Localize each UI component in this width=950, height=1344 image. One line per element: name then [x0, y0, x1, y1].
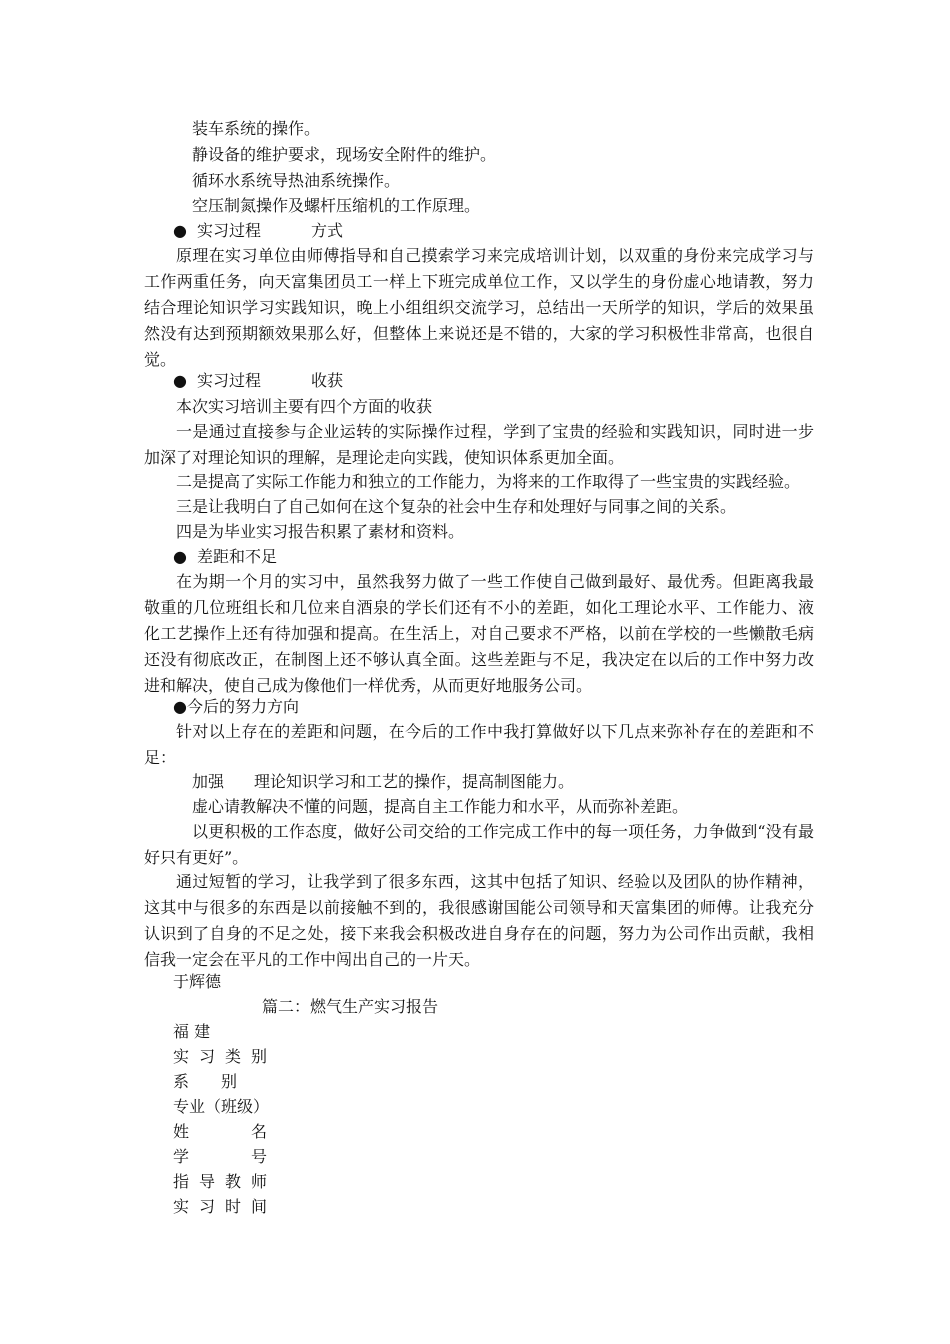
section-title: 篇二：燃气生产实习报告 — [262, 997, 439, 1016]
paragraph: 一是通过直接参与企业运转的实际操作过程，学到了宝贵的经验和实践知识，同时进一步加深了对理论知识的理解，是理论走向实践，使知识体系更加全面。 — [144, 422, 814, 467]
cover-field-label: 姓名 — [173, 1122, 267, 1141]
heading-label: 实习过程 — [196, 371, 261, 390]
section-heading-gains — [173, 369, 343, 393]
cover-field-label: 实习时间 — [173, 1197, 267, 1216]
paragraph: 针对以上存在的差距和问题，在今后的工作中我打算做好以下几点来弥补存在的差距和不足： — [144, 722, 814, 767]
cover-field — [173, 1170, 267, 1194]
cover-field-label: 实习类别 — [173, 1047, 267, 1066]
cover-field: 专业（班级） — [173, 1097, 270, 1116]
cover-field-label: 学号 — [173, 1147, 267, 1166]
heading-label: 实习过程 — [196, 221, 261, 240]
cover-field: 福 建 — [173, 1022, 211, 1041]
cover-field — [173, 1045, 267, 1069]
paragraph: 本次实习培训主要有四个方面的收获 — [176, 397, 433, 416]
section-heading-method — [173, 219, 343, 243]
list-item: 静设备的维护要求，现场安全附件的维护。 — [192, 145, 497, 164]
cover-field — [173, 1120, 267, 1144]
list-item: 虚心请教解决不懂的问题，提高自主工作能力和水平，从而弥补差距。 — [192, 797, 689, 816]
paragraph: 以更积极的工作态度，做好公司交给的工作完成工作中的每一项任务，力争做到“没有最好只有更好”。 — [144, 822, 814, 867]
list-item: 装车系统的操作。 — [192, 119, 321, 138]
list-item-lead: 加强 — [192, 772, 225, 791]
heading-sublabel: 方式 — [310, 221, 343, 240]
signature: 于辉德 — [173, 972, 222, 991]
heading-sublabel: 收获 — [310, 371, 343, 390]
section-heading-direction: ●今后的努力方向 — [173, 697, 299, 716]
bullet-icon: ● — [173, 221, 187, 240]
list-item: 循环水系统导热油系统操作。 — [192, 171, 401, 190]
cover-field-label: 指导教师 — [173, 1172, 267, 1191]
cover-field — [173, 1195, 267, 1219]
paragraph: 三是让我明白了自己如何在这个复杂的社会中生存和处理好与同事之间的关系。 — [176, 497, 737, 516]
bullet-icon: ● — [173, 371, 187, 390]
cover-field — [173, 1145, 267, 1169]
section-heading-gaps — [173, 545, 277, 569]
bullet-icon: ● — [173, 547, 187, 566]
list-item-text: 理论知识学习和工艺的操作，提高制图能力。 — [254, 772, 575, 791]
list-item — [192, 770, 574, 794]
paragraph: 通过短暂的学习，让我学到了很多东西，这其中包括了知识、经验以及团队的协作精神，这其中与很多的东西是以前接触不到的，我很感谢国能公司领导和天富集团的师傅。让我充分认识到了自身的不足之处，接下来我会积极改进自身存在的问题，努力为公司作出贡献，我相信我一定会在平凡的工作中闯出自己的一片天。 — [144, 872, 814, 969]
list-item: 空压制氮操作及螺杆压缩机的工作原理。 — [192, 196, 481, 215]
heading-label: 差距和不足 — [196, 547, 277, 566]
paragraph: 二是提高了实际工作能力和独立的工作能力，为将来的工作取得了一些宝贵的实践经验。 — [176, 472, 801, 491]
paragraph: 在为期一个月的实习中，虽然我努力做了一些工作使自己做到最好、最优秀。但距离我最敬重的几位班组长和几位来自酒泉的学长们还有不小的差距，如化工理论水平、工作能力、液化工艺操作上还有待加强和提高。在生活上，对自己要求不严格，以前在学校的一些懒散毛病还没有彻底改正，在制图上还不够认真全面。这些差距与不足，我决定在以后的工作中努力改进和解决，使自己成为像他们一样优秀，从而更好地服务公司。 — [144, 572, 814, 695]
paragraph: 原理在实习单位由师傅指导和自己摸索学习来完成培训计划，以双重的身份来完成学习与工作两重任务，向天富集团员工一样上下班完成单位工作，又以学生的身份虚心地请教，努力结合理论知识学习实践知识，晚上小组组织交流学习，总结出一天所学的知识，学后的效果虽然没有达到预期额效果那么好，但整体上来说还是不错的，大家的学习积极性非常高，也很自觉。 — [144, 246, 814, 369]
cover-field-label: 系别 — [173, 1072, 237, 1091]
cover-field — [173, 1070, 237, 1094]
paragraph: 四是为毕业实习报告积累了素材和资料。 — [176, 522, 465, 541]
